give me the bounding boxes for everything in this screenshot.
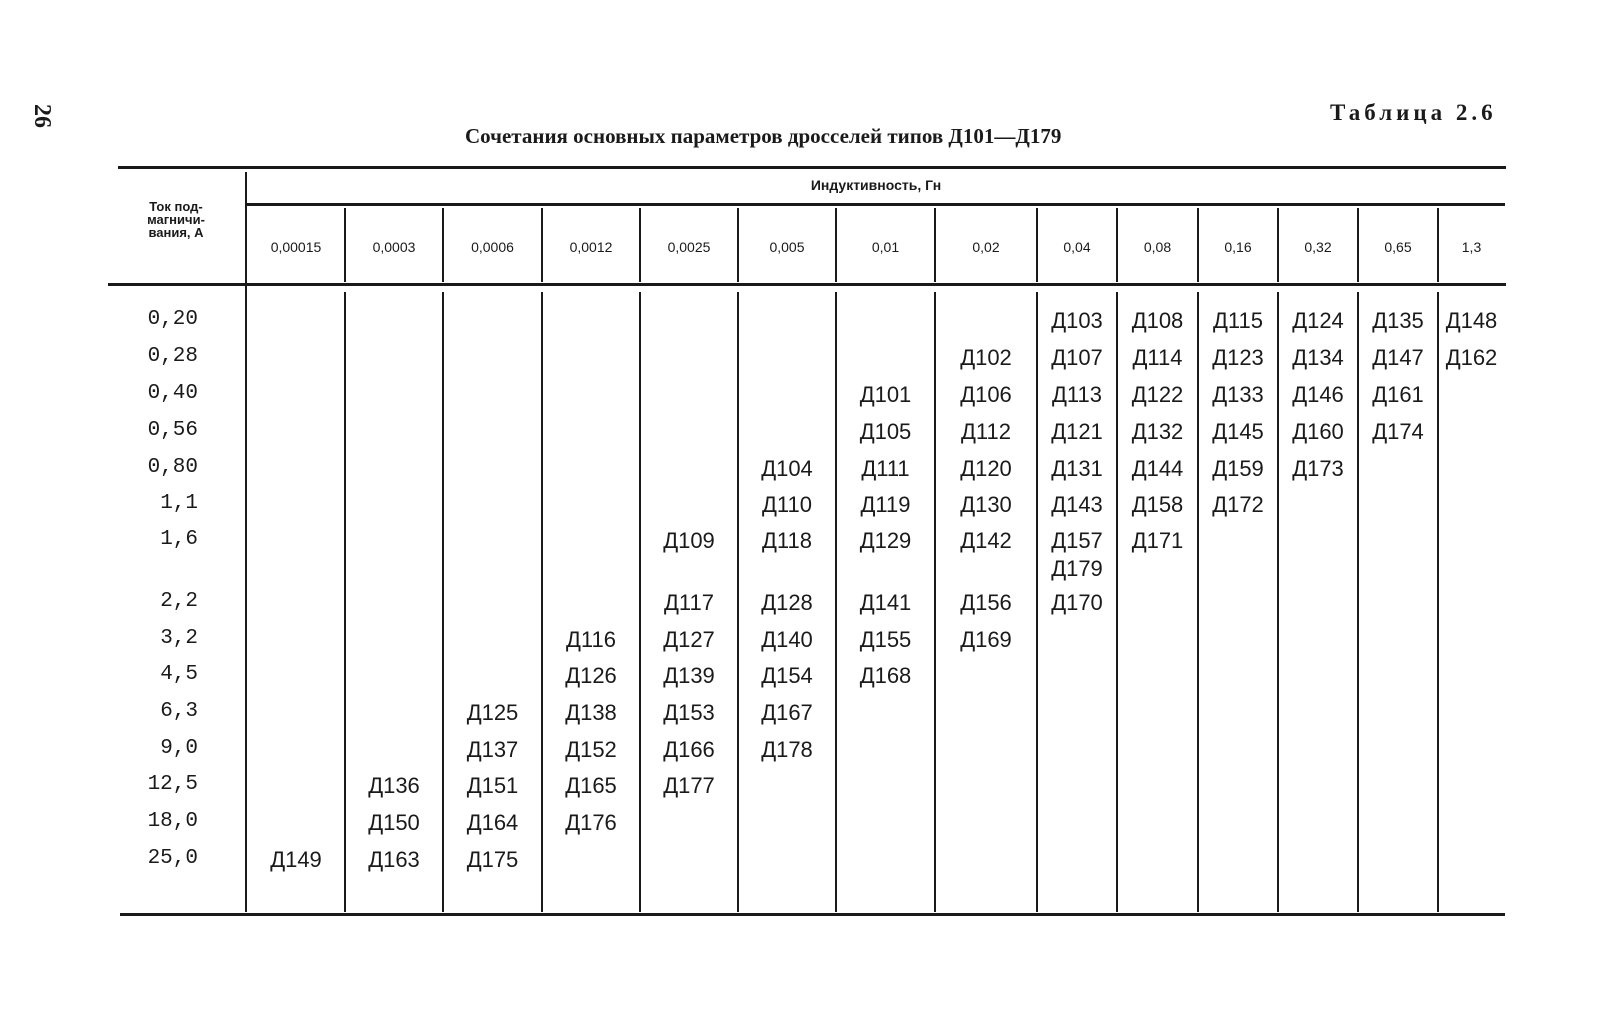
table-cell: Д151 xyxy=(466,773,519,798)
table-cell: Д122 xyxy=(1131,382,1184,407)
column-header: 0,01 xyxy=(871,239,900,255)
column-header: 1,3 xyxy=(1461,239,1482,255)
table-cell: Д109 xyxy=(663,528,715,553)
row-current-value: 1,1 xyxy=(160,492,198,515)
table-cell: Д179 xyxy=(1051,556,1103,581)
table-cell: Д178 xyxy=(761,737,813,762)
table-cell: Д172 xyxy=(1212,492,1264,517)
row-current-value: 6,3 xyxy=(160,700,198,723)
row-current-value: 0,56 xyxy=(147,419,198,442)
group-header-rule xyxy=(247,203,1505,206)
table-cell: Д145 xyxy=(1212,419,1264,444)
table-cell: Д157 xyxy=(1051,528,1103,553)
table-cell: Д142 xyxy=(960,528,1012,553)
column-header: 0,04 xyxy=(1063,239,1091,255)
table-cell: Д161 xyxy=(1372,382,1424,407)
table-cell: Д129 xyxy=(859,528,912,553)
column-header: 0,0006 xyxy=(471,239,514,255)
table-cell: Д127 xyxy=(663,627,715,652)
table-cell: Д177 xyxy=(663,773,715,798)
table-cell: Д174 xyxy=(1372,419,1424,444)
table-cell: Д123 xyxy=(1212,345,1264,370)
table-cell: Д155 xyxy=(859,627,912,652)
table-cell: Д136 xyxy=(368,773,420,798)
column-header: 0,0012 xyxy=(569,239,613,255)
table-cell: Д140 xyxy=(761,627,813,652)
table-cell: Д146 xyxy=(1292,382,1344,407)
row-current-value: 18,0 xyxy=(147,810,198,833)
table-cell: Д132 xyxy=(1131,419,1184,444)
table-cell: Д154 xyxy=(761,663,813,688)
table-cell: Д121 xyxy=(1051,419,1103,444)
column-header: 0,0003 xyxy=(372,239,416,255)
table-cell: Д173 xyxy=(1292,456,1344,481)
table-cell: Д141 xyxy=(859,590,912,615)
table-cell: Д171 xyxy=(1131,528,1184,553)
table-cell: Д130 xyxy=(960,492,1012,517)
table-cell: Д139 xyxy=(663,663,715,688)
table-cell: Д170 xyxy=(1051,590,1103,615)
table-cell: Д166 xyxy=(663,737,715,762)
column-header: 0,005 xyxy=(769,239,805,255)
row-current-value: 0,40 xyxy=(147,382,198,405)
page-number: 26 xyxy=(29,104,55,128)
table-cell: Д165 xyxy=(565,773,617,798)
table-cell: Д115 xyxy=(1213,308,1263,333)
table-cell: Д149 xyxy=(270,847,322,872)
table-cell: Д118 xyxy=(762,528,812,553)
table-cell: Д137 xyxy=(466,737,519,762)
table-cell: Д156 xyxy=(960,590,1012,615)
column-group-header: Индуктивность, Гн xyxy=(810,177,942,193)
table-cell: Д110 xyxy=(762,492,812,517)
table-cell: Д150 xyxy=(368,810,420,835)
table-label: Таблица 2.6 xyxy=(1330,100,1497,125)
table-cell: Д107 xyxy=(1051,345,1103,370)
column-header: 0,00015 xyxy=(270,239,322,255)
table-cell: Д133 xyxy=(1212,382,1264,407)
table-cell: Д124 xyxy=(1292,308,1344,333)
row-current-value: 4,5 xyxy=(160,663,198,686)
row-header: Ток под- магничи- вания, А xyxy=(147,199,205,240)
column-header: 0,0025 xyxy=(667,239,711,255)
table-cell: Д138 xyxy=(565,700,617,725)
top-rule xyxy=(118,166,1506,169)
table-cell: Д117 xyxy=(664,590,714,615)
row-current-value: 9,0 xyxy=(160,737,198,760)
row-current-value: 25,0 xyxy=(147,847,198,870)
table-title: Сочетания основных параметров дросселей типов Д101—Д179 xyxy=(465,124,1062,148)
table-cell: Д105 xyxy=(859,419,912,444)
column-header: 0,65 xyxy=(1384,239,1412,255)
row-current-value: 0,28 xyxy=(147,345,198,368)
column-header: 0,02 xyxy=(972,239,1000,255)
table-cell: Д134 xyxy=(1292,345,1344,370)
table-cell: Д159 xyxy=(1212,456,1264,481)
table-cell: Д101 xyxy=(859,382,912,407)
table-cell: Д143 xyxy=(1051,492,1103,517)
column-header: 0,08 xyxy=(1143,239,1172,255)
bottom-rule xyxy=(120,913,1505,916)
row-current-value: 2,2 xyxy=(160,590,198,613)
row-current-value: 0,80 xyxy=(147,456,198,479)
table-cell: Д119 xyxy=(860,492,911,517)
row-current-value: 1,6 xyxy=(160,528,198,551)
table-cell: Д167 xyxy=(761,700,813,725)
table-cell: Д126 xyxy=(565,663,617,688)
table-cell: Д158 xyxy=(1131,492,1184,517)
table-cell: Д120 xyxy=(960,456,1012,481)
table-cell: Д152 xyxy=(565,737,617,762)
column-header: 0,32 xyxy=(1304,239,1332,255)
table-cell: Д112 xyxy=(961,419,1011,444)
table-cell: Д114 xyxy=(1132,345,1183,370)
table-cell: Д125 xyxy=(466,700,519,725)
row-current-value: 0,20 xyxy=(147,308,198,331)
table-cell: Д160 xyxy=(1292,419,1344,444)
table-cell: Д116 xyxy=(566,627,616,652)
table-cell: Д162 xyxy=(1445,345,1498,370)
table-cell: Д164 xyxy=(466,810,519,835)
table-cell: Д153 xyxy=(663,700,715,725)
table-cell: Д111 xyxy=(861,456,910,481)
table-cell: Д135 xyxy=(1372,308,1424,333)
column-header: 0,16 xyxy=(1224,239,1252,255)
table-cell: Д102 xyxy=(960,345,1012,370)
header-bottom-rule xyxy=(108,283,1506,286)
table-cell: Д113 xyxy=(1052,382,1102,407)
table-cell: Д103 xyxy=(1051,308,1103,333)
row-current-value: 12,5 xyxy=(147,773,198,796)
table-cell: Д147 xyxy=(1372,345,1424,370)
table-cell: Д106 xyxy=(960,382,1012,407)
table-cell: Д128 xyxy=(761,590,813,615)
table-cell: Д163 xyxy=(368,847,420,872)
table-cell: Д148 xyxy=(1445,308,1498,333)
row-header-divider xyxy=(245,172,247,912)
table-cell: Д175 xyxy=(466,847,519,872)
row-current-value: 3,2 xyxy=(160,627,198,650)
table-cell: Д131 xyxy=(1051,456,1103,481)
table-cell: Д176 xyxy=(565,810,617,835)
table-cell: Д104 xyxy=(761,456,813,481)
table-cell: Д168 xyxy=(859,663,912,688)
table-cell: Д108 xyxy=(1131,308,1184,333)
table-cell: Д144 xyxy=(1131,456,1184,481)
table-cell: Д169 xyxy=(960,627,1012,652)
